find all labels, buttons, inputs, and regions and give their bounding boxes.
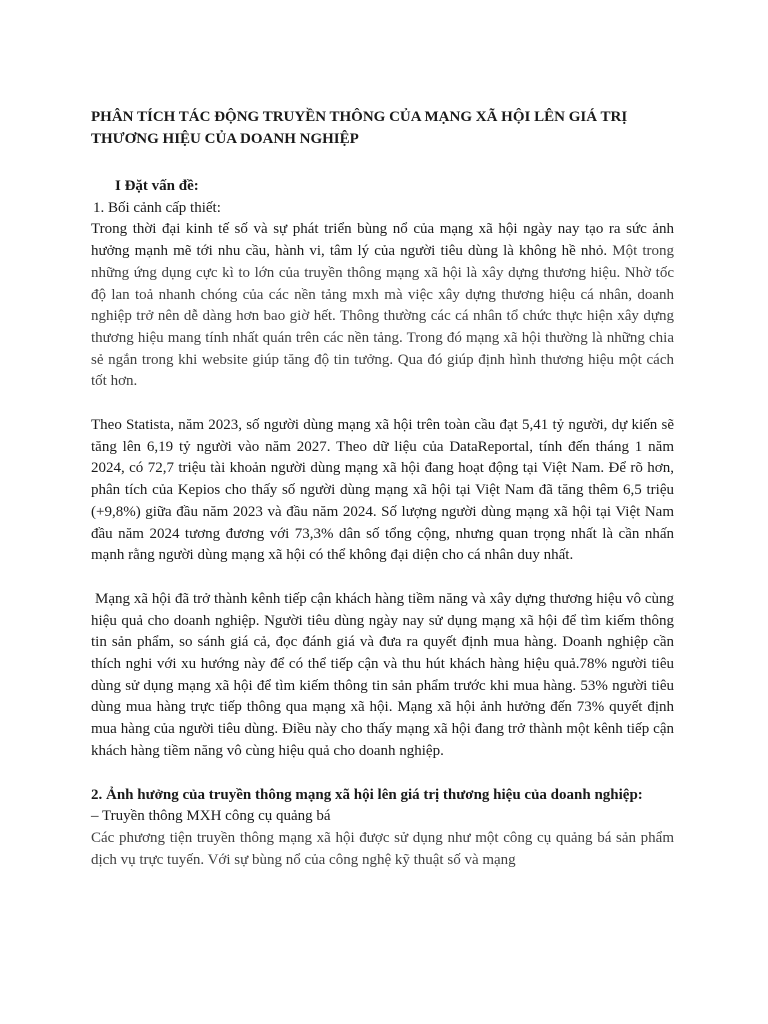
paragraph-context (91, 219, 674, 393)
paragraph-promotion-tool: Các phương tiện truyền thông mạng xã hội được sử dụng như một công cụ quảng bá sản phẩm dịch vụ trực tuyến. Với sự bùng nổ của công nghệ kỹ thuật số và mạng (91, 829, 674, 868)
document-page (91, 106, 674, 871)
paragraph-spacer (91, 567, 674, 589)
section-1-heading: I Đặt vấn đề: (115, 178, 199, 194)
section-2-heading: 2. Ảnh hưởng của truyền thông mạng xã hội lên giá trị thương hiệu của doanh nghiệp: (91, 786, 643, 803)
paragraph-spacer (91, 393, 674, 415)
section-2-subheading: – Truyền thông MXH công cụ quảng bá (91, 808, 331, 825)
paragraph-statistics: Theo Statista, năm 2023, số người dùng mạng xã hội trên toàn cầu đạt 5,41 tỷ người, dự kiến sẽ tăng lên 6,19 tỷ người vào năm 2027. Theo dữ liệu của DataReportal, tính đến tháng 1 năm 2024, có 72,7 triệu tài khoản người dùng mạng xã hội đang hoạt động tại Việt Nam. Để rõ hơn, phân tích của Kepios cho thấy số người dùng mạng xã hội tại Việt Nam đã tăng thêm 6,5 triệu (+9,8%) giữa đầu năm 2023 và đầu năm 2024. Số lượng người dùng mạng xã hội tại Việt Nam đầu năm 2024 tương đương với 73,3% dân số tổng cộng, nhưng quan trọng nhất là cần nhấn mạnh rằng người dùng mạng xã hội có thể không đại diện cho cá nhân duy nhất. (91, 417, 674, 564)
paragraph-spacer (91, 763, 674, 785)
paragraph-context-lead: Trong thời đại kinh tế số và sự phát triển bùng nổ của mạng xã hội ngày nay tạo ra sức ảnh hưởng mạnh mẽ tới nhu cầu, hành vi, tâm lý của người tiêu dùng là không hề nhỏ. (91, 221, 674, 260)
paragraph-social-channel: Mạng xã hội đã trở thành kênh tiếp cận khách hàng tiềm năng và xây dựng thương hiệu vô cùng hiệu quả cho doanh nghiệp. Người tiêu dùng ngày nay sử dụng mạng xã hội để tìm kiếm thông tin sản phẩm, so sánh giá cả, đọc đánh giá và đưa ra quyết định mua hàng. Doanh nghiệp cần thích nghi với xu hướng này để có thể tiếp cận và thu hút khách hàng hiệu quả.78% người tiêu dùng sử dụng mạng xã hội để tìm kiếm thông tin sản phẩm trước khi mua hàng. 53% người tiêu dùng mua hàng trực tiếp thông qua mạng xã hội. Mạng xã hội ảnh hưởng đến 73% quyết định mua hàng của người tiêu dùng. Điều này cho thấy mạng xã hội đang trở thành một kênh tiếp cận khách hàng tiềm năng vô cùng hiệu quả cho doanh nghiệp. (91, 590, 674, 759)
document-title: PHÂN TÍCH TÁC ĐỘNG TRUYỀN THÔNG CỦA MẠNG XÃ HỘI LÊN GIÁ TRỊ THƯƠNG HIỆU CỦA DOANH NGHIỆP (91, 109, 628, 147)
section-1-subheading: 1. Bối cảnh cấp thiết: (93, 199, 221, 216)
paragraph-context-rest: Một trong những ứng dụng cực kì to lớn của truyền thông mạng xã hội là xây dựng thương hiệu. Nhờ tốc độ lan toả nhanh chóng của các nền tảng mxh mà việc xây dựng thương hiệu cá nhân, doanh nghiệp trở nên dễ dàng hơn bao giờ hết. Thông thường các cá nhân tổ chức thực hiện xây dựng thương hiệu mang tính nhất quán trên các nền tảng. Trong đó mạng xã hội thường là những chia sẻ ngắn trong khi website giúp tăng độ tin tưởng. Qua đó giúp định hình thương hiệu một cách tốt hơn. (91, 243, 674, 390)
